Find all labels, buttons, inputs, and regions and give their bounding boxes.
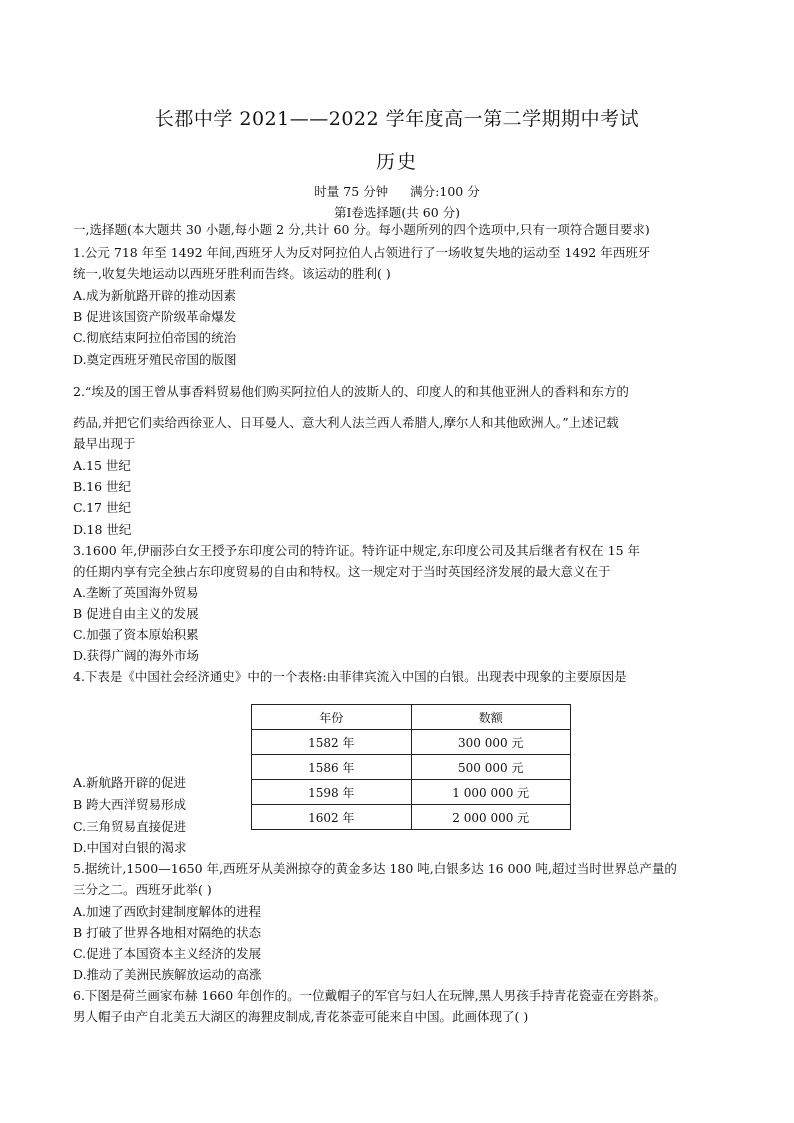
q5-option-d: D.推动了美洲民族解放运动的高涨 xyxy=(73,967,262,982)
table-cell-amount: 1 000 000 元 xyxy=(411,780,571,805)
q2-option-a: A.15 世纪 xyxy=(73,458,131,473)
table-cell-amount: 500 000 元 xyxy=(411,755,571,780)
q3-option-b: B 促进自由主义的发展 xyxy=(73,606,199,621)
exam-time: 时量 75 分钟 xyxy=(314,184,389,199)
table-header-amount: 数额 xyxy=(411,705,571,730)
q3-option-a: A.垄断了英国海外贸易 xyxy=(73,585,199,600)
exam-subject: 历史 xyxy=(375,151,418,173)
q3-option-c: C.加强了资本原始积累 xyxy=(73,627,199,642)
table-cell-amount: 2 000 000 元 xyxy=(411,805,571,830)
table-row xyxy=(252,755,571,780)
q2-stem-line2: 药品,并把它们卖给西徐亚人、日耳曼人、意大利人法兰西人希腊人,摩尔人和其他欧洲人。”上述记载 xyxy=(73,415,619,430)
table-cell-year: 1602 年 xyxy=(252,805,412,830)
q1-stem-line1: 1.公元 718 年至 1492 年间,西班牙人为反对阿拉伯人占领进行了一场收复失地的运动至 1492 年西班牙 xyxy=(73,245,651,260)
q4-option-a: A.新航路开辟的促进 xyxy=(73,775,187,790)
table-row xyxy=(252,780,571,805)
q1-stem-line2: 统一,收复失地运动以西班牙胜利而告终。该运动的胜利( ) xyxy=(73,266,391,281)
table-cell-year: 1598 年 xyxy=(252,780,412,805)
table-header-row xyxy=(252,705,571,730)
table-header-year: 年份 xyxy=(252,705,412,730)
q2-option-d: D.18 世纪 xyxy=(73,522,132,537)
q5-option-a: A.加速了西欧封建制度解体的进程 xyxy=(73,904,262,919)
q4-option-d: D.中国对白银的渴求 xyxy=(73,840,187,855)
instructions: 一,选择题(本大题共 30 小题,每小题 2 分,共计 60 分。每小题所列的四个选项中,只有一项符合题目要求) xyxy=(73,222,650,237)
q4-option-c: C.三角贸易直接促进 xyxy=(73,819,187,834)
silver-table xyxy=(251,704,571,830)
q6-stem-line1: 6.下图是荷兰画家布赫 1660 年创作的。一位戴帽子的军官与妇人在玩牌,黑人男孩手持青花瓷壶在旁斟茶。 xyxy=(73,988,667,1003)
q2-stem-line3: 最早出现于 xyxy=(73,436,136,451)
q3-stem-line2: 的任期内享有完全独占东印度贸易的自由和特权。这一规定对于当时英国经济发展的最大意义在于 xyxy=(73,564,611,579)
q1-option-b: B 促进该国资产阶级革命爆发 xyxy=(73,309,237,324)
q3-option-d: D.获得广阔的海外市场 xyxy=(73,648,200,663)
q5-stem-line1: 5.据统计,1500—1650 年,西班牙从美洲掠夺的黄金多达 180 吨,白银多达 16 000 吨,超过当时世界总产量的 xyxy=(73,861,677,876)
q3-stem-line1: 3.1600 年,伊丽莎白女王授予东印度公司的特许证。特许证中规定,东印度公司及其后继者有权在 15 年 xyxy=(73,543,641,558)
exam-title: 长郡中学 2021——2022 学年度高一第二学期期中考试 xyxy=(154,108,640,130)
q2-option-c: C.17 世纪 xyxy=(73,500,131,515)
table-cell-amount: 300 000 元 xyxy=(411,730,571,755)
q2-stem-line1: 2.“埃及的国王曾从事香料贸易他们购买阿拉伯人的波斯人的、印度人的和其他亚洲人的香料和东方的 xyxy=(73,384,629,399)
table-cell-year: 1582 年 xyxy=(252,730,412,755)
q4-option-b: B 跨大西洋贸易形成 xyxy=(73,797,187,812)
q1-option-d: D.奠定西班牙殖民帝国的版图 xyxy=(73,352,237,367)
table-row xyxy=(252,730,571,755)
q5-option-b: B 打破了世界各地相对隔绝的状态 xyxy=(73,925,262,940)
exam-meta xyxy=(0,182,794,200)
table-cell-year: 1586 年 xyxy=(252,755,412,780)
q4-stem: 4.下表是《中国社会经济通史》中的一个表格:由菲律宾流入中国的白银。出现表中现象的主要原因是 xyxy=(73,669,627,684)
exam-score: 满分:100 分 xyxy=(410,184,480,199)
q2-option-b: B.16 世纪 xyxy=(73,479,132,494)
q6-stem-line2: 男人帽子由产自北美五大湖区的海狸皮制成,青花茶壶可能来自中国。此画体现了( ) xyxy=(73,1009,529,1024)
q5-stem-line2: 三分之二。西班牙此举( ) xyxy=(73,882,212,897)
section-heading: 第Ⅰ卷选择题(共 60 分) xyxy=(333,205,461,220)
q5-option-c: C.促进了本国资本主义经济的发展 xyxy=(73,946,262,961)
q1-option-a: A.成为新航路开辟的推动因素 xyxy=(73,288,237,303)
table-row xyxy=(252,805,571,830)
q1-option-c: C.彻底结束阿拉伯帝国的统治 xyxy=(73,330,237,345)
